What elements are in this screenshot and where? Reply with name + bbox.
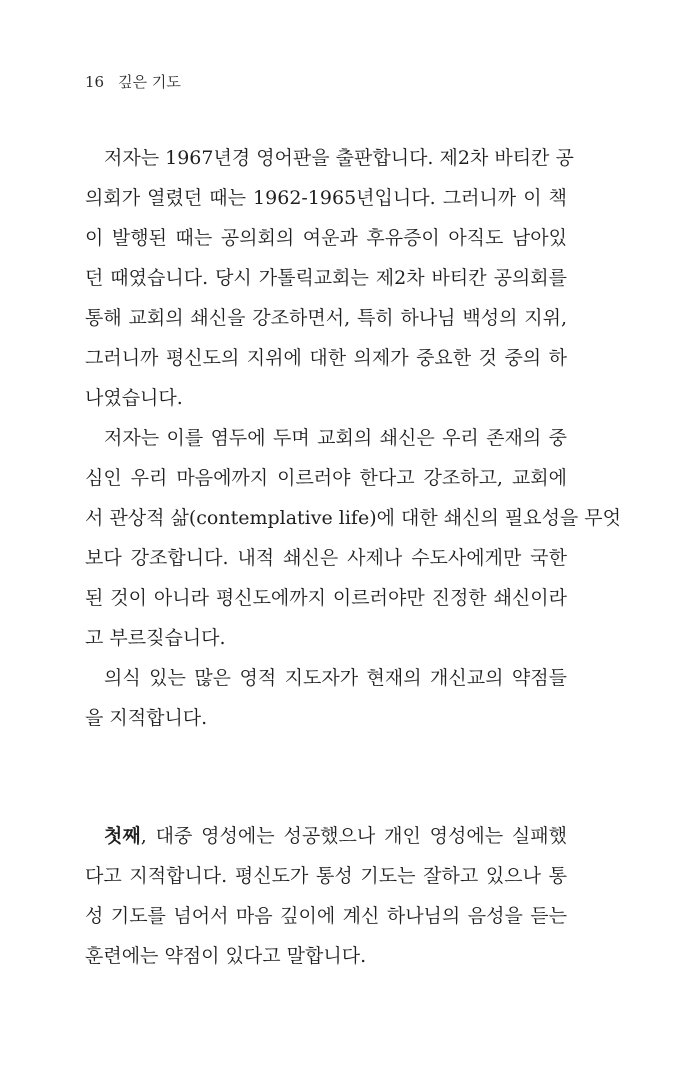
paragraph-1 [85,138,574,418]
paragraph-first-point [85,816,567,976]
text-line: 저자는 이를 염두에 두며 교회의 쇄신은 우리 존재의 중 [104,427,567,449]
emphasis-first: 첫째 [104,825,141,847]
text-line: 서 관상적 삶(contemplative life)에 대한 쇄신의 필요성을 무엇 [85,507,622,529]
text-line: 성 기도를 넘어서 마음 깊이에 계신 하나님의 음성을 듣는 [85,905,567,927]
text-line: 의회가 열렸던 때는 1962-1965년입니다. 그러니까 이 책 [85,187,567,209]
text-line: 된 것이 아니라 평신도에까지 이르러야만 진정한 쇄신이라 [85,587,567,609]
page-number: 16 [85,73,105,91]
text-line: 심인 우리 마음에까지 이르러야 한다고 강조하고, 교회에 [85,467,567,489]
text-line: 던 때였습니다. 당시 가톨릭교회는 제2차 바티칸 공의회를 [85,267,567,289]
text-line: 저자는 1967년경 영어판을 출판합니다. 제2차 바티칸 공 [104,147,574,169]
running-title: 깊은 기도 [118,73,181,91]
text-line: 고 부르짖습니다. [85,627,226,649]
text-line: 나였습니다. [85,387,183,409]
text-line: 훈련에는 약점이 있다고 말합니다. [85,945,367,967]
text-line: 보다 강조합니다. 내적 쇄신은 사제나 수도사에게만 국한 [85,547,567,569]
text-line: 그러니까 평신도의 지위에 대한 의제가 중요한 것 중의 하 [85,347,567,369]
text-line: 다고 지적합니다. 평신도가 통성 기도는 잘하고 있으나 통 [85,865,567,887]
text-line: 의식 있는 많은 영적 지도자가 현재의 개신교의 약점들 [104,667,567,689]
body-text [85,138,622,976]
paragraph-3 [85,658,567,738]
running-header [85,70,181,94]
text-line: 통해 교회의 쇄신을 강조하면서, 특히 하나님 백성의 지위, [85,307,567,329]
section-spacer [85,738,567,816]
text-line [85,816,567,856]
text-line: 이 발행된 때는 공의회의 여운과 후유증이 아직도 남아있 [85,227,567,249]
text-line-rest: , 대중 영성에는 성공했으나 개인 영성에는 실패했 [140,825,567,847]
text-line: 을 지적합니다. [85,707,208,729]
paragraph-2 [85,418,622,658]
